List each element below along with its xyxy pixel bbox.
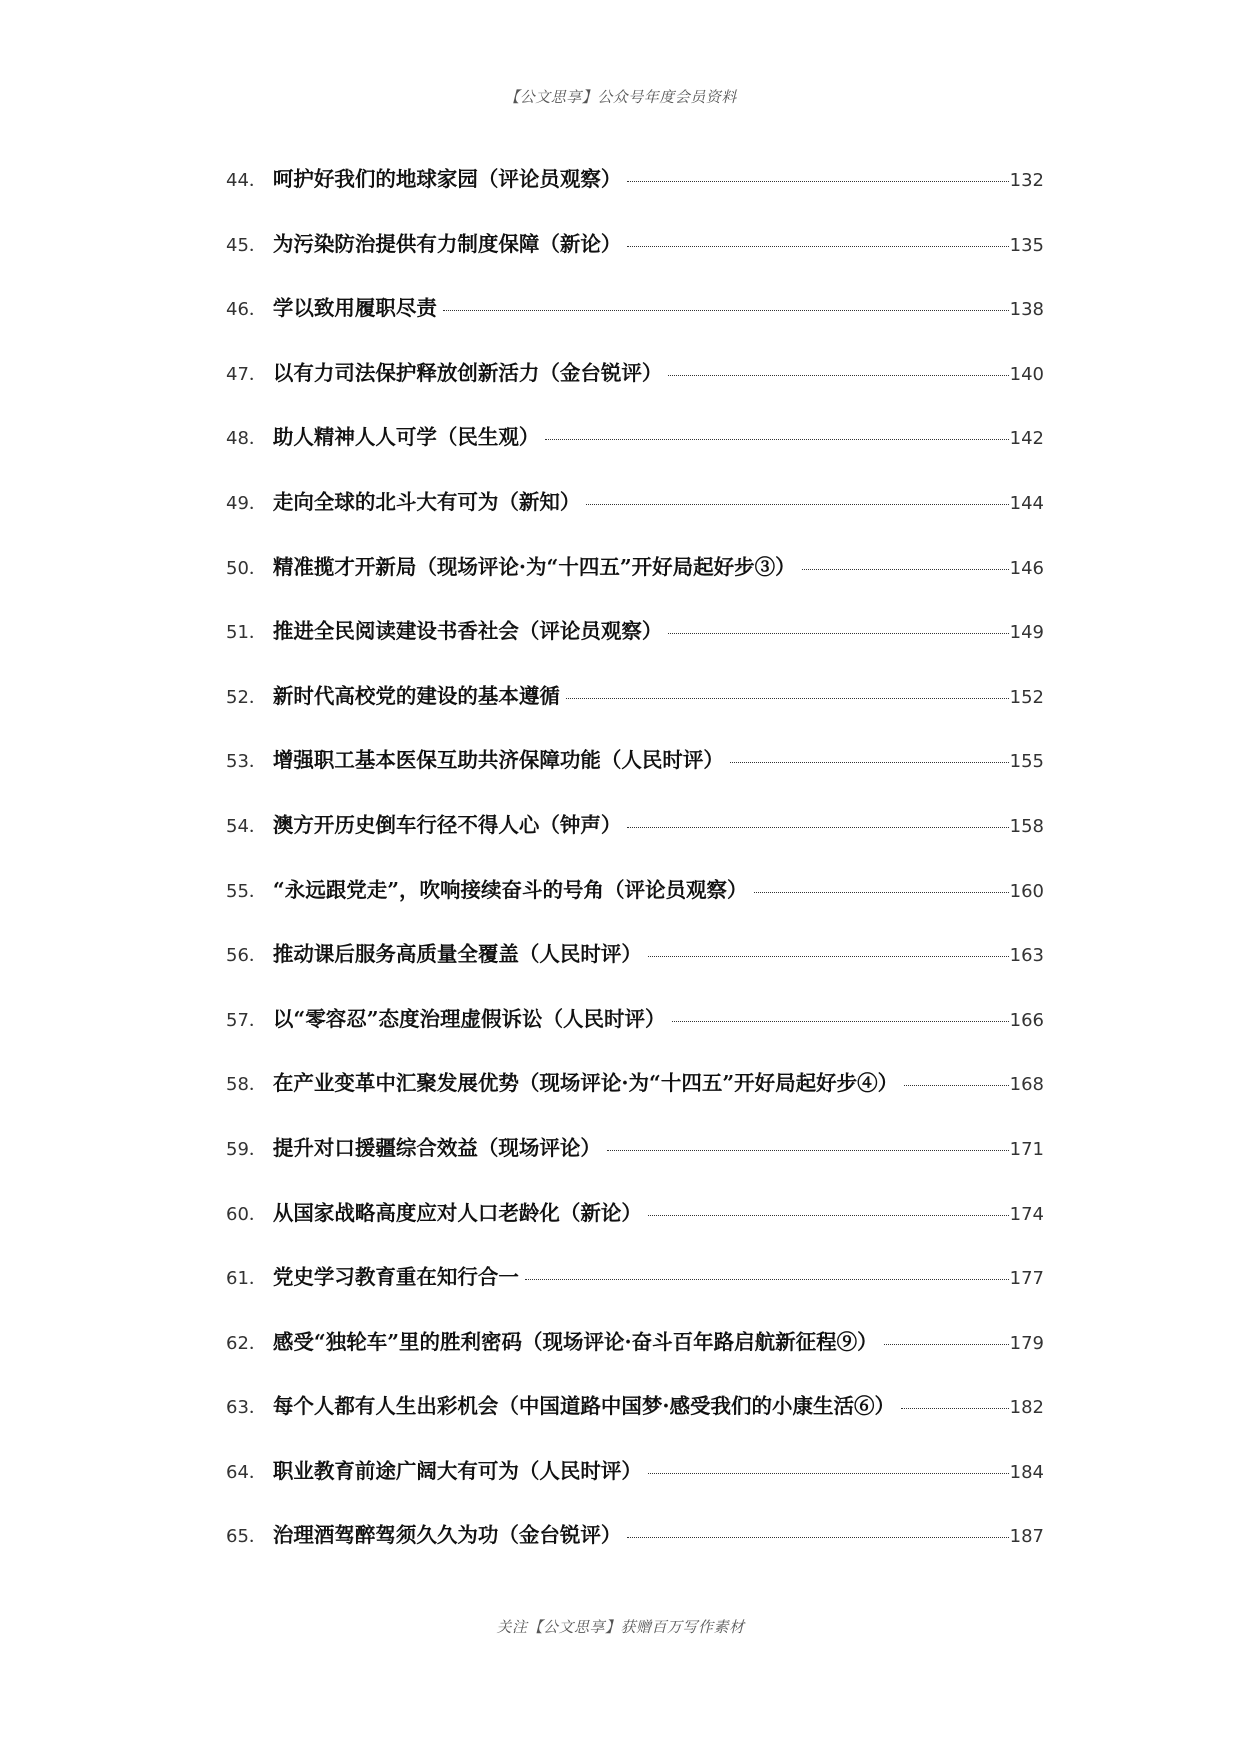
toc-dot-leader [627,827,1008,828]
toc-entry-page-number: 138 [1009,299,1044,321]
toc-entry-page-number: 144 [1009,492,1044,514]
toc-dot-leader [648,1215,1009,1216]
toc-entry[interactable] [226,808,1044,873]
toc-dot-leader [607,1150,1009,1151]
toc-dot-leader [802,569,1009,570]
toc-entry-title[interactable]: 推进全民阅读建设书香社会（评论员观察） [272,619,663,644]
toc-entry-number: 60． [226,1203,267,1225]
toc-entry-title[interactable]: 提升对口援疆综合效益（现场评论） [272,1135,601,1160]
toc-entry-page-number: 179 [1009,1332,1044,1354]
toc-entry[interactable] [226,291,1044,356]
toc-entry-page-number: 177 [1009,1268,1044,1290]
toc-dot-leader [754,892,1009,893]
toc-entry-number: 45． [226,234,267,256]
toc-dot-leader [668,375,1008,376]
toc-entry-number: 65． [226,1526,267,1548]
toc-entry-number: 54． [226,815,267,837]
toc-entry-page-number: 132 [1009,170,1044,191]
toc-entry-page-number: 158 [1009,815,1044,837]
toc-entry-number: 51． [226,622,267,644]
toc-entry-number: 53． [226,751,267,773]
table-of-contents [226,162,1044,1583]
toc-dot-leader [525,1279,1009,1280]
toc-entry[interactable] [226,1260,1044,1325]
toc-dot-leader [566,698,1009,699]
toc-entry-title[interactable]: 从国家战略高度应对人口老龄化（新论） [272,1200,642,1225]
toc-dot-leader [904,1085,1009,1086]
toc-entry[interactable] [226,1454,1044,1519]
toc-entry-title[interactable]: 呵护好我们的地球家园（评论员观察） [272,167,622,191]
toc-entry-page-number: 152 [1009,686,1044,708]
toc-entry[interactable] [226,1518,1044,1583]
toc-entry-title[interactable]: 助人精神人人可学（民生观） [272,425,540,450]
toc-entry-title[interactable]: 增强职工基本医保互助共济保障功能（人民时评） [272,748,724,773]
toc-entry-page-number: 163 [1009,945,1044,967]
toc-entry-number: 48． [226,428,267,450]
toc-entry-page-number: 171 [1009,1138,1044,1160]
toc-dot-leader [901,1408,1009,1409]
toc-entry-page-number: 184 [1009,1461,1044,1483]
toc-entry-title[interactable]: “永远跟党走”，吹响接续奋斗的号角（评论员观察） [272,877,748,902]
toc-entry-page-number: 174 [1009,1203,1044,1225]
toc-entry-number: 49． [226,492,267,514]
toc-entry[interactable] [226,162,1044,227]
toc-entry-number: 55． [226,880,267,902]
toc-entry-title[interactable]: 党史学习教育重在知行合一 [272,1265,519,1290]
toc-entry[interactable] [226,227,1044,292]
toc-entry-title[interactable]: 在产业变革中汇聚发展优势（现场评论·为“十四五”开好局起好步④） [272,1071,899,1096]
toc-entry-title[interactable]: 治理酒驾醉驾须久久为功（金台锐评） [272,1523,622,1548]
toc-entry-page-number: 168 [1009,1074,1044,1096]
toc-entry-page-number: 135 [1009,234,1044,256]
toc-entry-title[interactable]: 职业教育前途广阔大有可为（人民时评） [272,1458,642,1483]
toc-dot-leader [627,246,1008,247]
page-footer: 关注【公文思享】获赠百万写作素材 [496,1618,745,1636]
toc-entry-page-number: 160 [1009,880,1044,902]
toc-entry-number: 63． [226,1397,267,1419]
toc-entry-number: 47． [226,363,267,385]
toc-entry[interactable] [226,614,1044,679]
toc-entry[interactable] [226,1389,1044,1454]
toc-entry-number: 61． [226,1268,267,1290]
toc-entry-number: 57． [226,1009,267,1031]
toc-entry-page-number: 166 [1009,1009,1044,1031]
toc-dot-leader [627,1537,1008,1538]
toc-entry-title[interactable]: 精准揽才开新局（现场评论·为“十四五”开好局起好步③） [272,554,796,579]
page-header: 【公文思享】公众号年度会员资料 [504,88,737,106]
toc-entry-title[interactable]: 感受“独轮车”里的胜利密码（现场评论·奋斗百年路启航新征程⑨） [272,1329,878,1354]
toc-entry-title[interactable]: 每个人都有人生出彩机会（中国道路中国梦·感受我们的小康生活⑥） [272,1394,896,1419]
toc-entry-title[interactable]: 学以致用履职尽责 [272,296,437,321]
toc-entry[interactable] [226,356,1044,421]
toc-dot-leader [648,956,1009,957]
toc-entry-page-number: 149 [1009,622,1044,644]
toc-entry[interactable] [226,550,1044,615]
toc-entry[interactable] [226,1066,1044,1131]
toc-entry-number: 44． [226,170,267,191]
toc-entry-page-number: 182 [1009,1397,1044,1419]
toc-entry-title[interactable]: 以有力司法保护释放创新活力（金台锐评） [272,360,663,385]
toc-dot-leader [545,439,1008,440]
toc-entry-title[interactable]: 新时代高校党的建设的基本遵循 [272,683,560,708]
toc-dot-leader [668,633,1008,634]
toc-entry[interactable] [226,743,1044,808]
toc-entry-page-number: 155 [1009,751,1044,773]
toc-entry-title[interactable]: 为污染防治提供有力制度保障（新论） [272,231,622,256]
toc-dot-leader [627,181,1008,182]
toc-entry-number: 59． [226,1138,267,1160]
toc-dot-leader [648,1473,1009,1474]
toc-entry[interactable] [226,1325,1044,1390]
toc-entry-page-number: 142 [1009,428,1044,450]
toc-entry[interactable] [226,937,1044,1002]
toc-entry-title[interactable]: 走向全球的北斗大有可为（新知） [272,489,581,514]
toc-entry-number: 56． [226,945,267,967]
toc-dot-leader [884,1344,1009,1345]
toc-entry-number: 52． [226,686,267,708]
toc-entry-page-number: 187 [1009,1526,1044,1548]
toc-entry-number: 50． [226,557,267,579]
toc-dot-leader [443,310,1009,311]
toc-entry-title[interactable]: 澳方开历史倒车行径不得人心（钟声） [272,812,622,837]
toc-dot-leader [586,504,1008,505]
toc-entry[interactable] [226,1002,1044,1067]
toc-entry-number: 62． [226,1332,267,1354]
toc-entry[interactable] [226,1131,1044,1196]
toc-entry[interactable] [226,873,1044,938]
toc-entry[interactable] [226,420,1044,485]
toc-dot-leader [730,762,1009,763]
toc-entry-page-number: 140 [1009,363,1044,385]
toc-entry-title[interactable]: 推动课后服务高质量全覆盖（人民时评） [272,942,642,967]
toc-entry-number: 46． [226,299,267,321]
toc-entry[interactable] [226,679,1044,744]
toc-entry-title[interactable]: 以“零容忍”态度治理虚假诉讼（人民时评） [272,1006,666,1031]
toc-entry-page-number: 146 [1009,557,1044,579]
toc-dot-leader [672,1021,1009,1022]
toc-entry-number: 64． [226,1461,267,1483]
toc-entry[interactable] [226,1196,1044,1261]
toc-entry-number: 58． [226,1074,267,1096]
toc-entry[interactable] [226,485,1044,550]
